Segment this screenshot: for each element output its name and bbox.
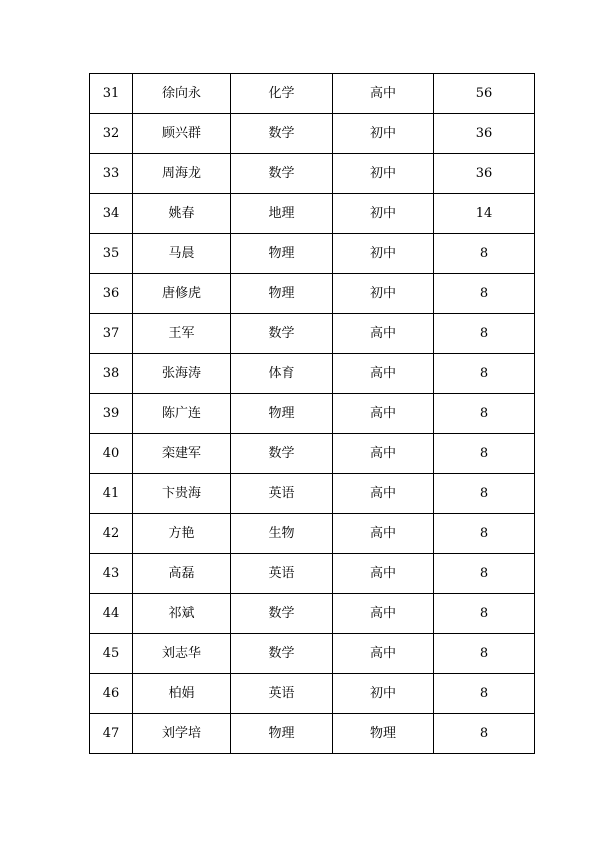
teacher-name-cell: 高磊 — [133, 554, 231, 594]
table-row — [90, 514, 535, 554]
school-level-cell: 初中 — [333, 234, 434, 274]
teacher-name-cell: 陈广连 — [133, 394, 231, 434]
row-index-cell: 45 — [90, 634, 133, 674]
teacher-name-cell: 唐修虎 — [133, 274, 231, 314]
table-row — [90, 394, 535, 434]
subject-cell: 数学 — [231, 594, 333, 634]
subject-cell: 数学 — [231, 634, 333, 674]
school-level-cell: 高中 — [333, 594, 434, 634]
subject-cell: 物理 — [231, 714, 333, 754]
school-level-cell: 初中 — [333, 194, 434, 234]
row-index-cell: 44 — [90, 594, 133, 634]
teacher-name-cell: 姚春 — [133, 194, 231, 234]
table-row — [90, 674, 535, 714]
subject-cell: 数学 — [231, 314, 333, 354]
subject-cell: 生物 — [231, 514, 333, 554]
subject-cell: 英语 — [231, 554, 333, 594]
school-level-cell: 初中 — [333, 674, 434, 714]
value-cell: 56 — [434, 74, 535, 114]
value-cell: 8 — [434, 634, 535, 674]
table-row — [90, 554, 535, 594]
table-row — [90, 74, 535, 114]
row-index-cell: 42 — [90, 514, 133, 554]
value-cell: 8 — [434, 474, 535, 514]
teacher-name-cell: 栾建军 — [133, 434, 231, 474]
table-row — [90, 434, 535, 474]
school-level-cell: 高中 — [333, 474, 434, 514]
value-cell: 8 — [434, 594, 535, 634]
table-row — [90, 354, 535, 394]
table-row — [90, 194, 535, 234]
teacher-name-cell: 刘志华 — [133, 634, 231, 674]
school-level-cell: 高中 — [333, 314, 434, 354]
value-cell: 8 — [434, 394, 535, 434]
table-row — [90, 594, 535, 634]
school-level-cell: 高中 — [333, 514, 434, 554]
value-cell: 14 — [434, 194, 535, 234]
subject-cell: 物理 — [231, 234, 333, 274]
row-index-cell: 38 — [90, 354, 133, 394]
row-index-cell: 40 — [90, 434, 133, 474]
row-index-cell: 34 — [90, 194, 133, 234]
table-row — [90, 114, 535, 154]
value-cell: 8 — [434, 274, 535, 314]
subject-cell: 数学 — [231, 434, 333, 474]
subject-cell: 数学 — [231, 114, 333, 154]
row-index-cell: 31 — [90, 74, 133, 114]
subject-cell: 化学 — [231, 74, 333, 114]
subject-cell: 英语 — [231, 474, 333, 514]
value-cell: 8 — [434, 714, 535, 754]
value-cell: 8 — [434, 234, 535, 274]
school-level-cell: 高中 — [333, 354, 434, 394]
row-index-cell: 32 — [90, 114, 133, 154]
teacher-name-cell: 卞贵海 — [133, 474, 231, 514]
teacher-name-cell: 祁斌 — [133, 594, 231, 634]
value-cell: 8 — [434, 554, 535, 594]
subject-cell: 体育 — [231, 354, 333, 394]
roster-table — [89, 73, 535, 754]
teacher-name-cell: 顾兴群 — [133, 114, 231, 154]
school-level-cell: 高中 — [333, 434, 434, 474]
school-level-cell: 高中 — [333, 554, 434, 594]
table-row — [90, 154, 535, 194]
subject-cell: 物理 — [231, 274, 333, 314]
school-level-cell: 高中 — [333, 394, 434, 434]
school-level-cell: 高中 — [333, 74, 434, 114]
value-cell: 8 — [434, 434, 535, 474]
table-row — [90, 274, 535, 314]
teacher-name-cell: 张海涛 — [133, 354, 231, 394]
value-cell: 8 — [434, 354, 535, 394]
table-row — [90, 634, 535, 674]
school-level-cell: 物理 — [333, 714, 434, 754]
row-index-cell: 36 — [90, 274, 133, 314]
table-row — [90, 234, 535, 274]
subject-cell: 地理 — [231, 194, 333, 234]
table-row — [90, 714, 535, 754]
value-cell: 8 — [434, 674, 535, 714]
school-level-cell: 初中 — [333, 274, 434, 314]
teacher-name-cell: 马晨 — [133, 234, 231, 274]
table-row — [90, 314, 535, 354]
value-cell: 8 — [434, 314, 535, 354]
teacher-name-cell: 方艳 — [133, 514, 231, 554]
teacher-name-cell: 周海龙 — [133, 154, 231, 194]
row-index-cell: 47 — [90, 714, 133, 754]
subject-cell: 物理 — [231, 394, 333, 434]
roster-table-body — [90, 74, 535, 754]
row-index-cell: 39 — [90, 394, 133, 434]
row-index-cell: 41 — [90, 474, 133, 514]
school-level-cell: 初中 — [333, 114, 434, 154]
school-level-cell: 初中 — [333, 154, 434, 194]
row-index-cell: 37 — [90, 314, 133, 354]
value-cell: 36 — [434, 154, 535, 194]
row-index-cell: 33 — [90, 154, 133, 194]
value-cell: 8 — [434, 514, 535, 554]
teacher-name-cell: 柏娟 — [133, 674, 231, 714]
table-row — [90, 474, 535, 514]
row-index-cell: 43 — [90, 554, 133, 594]
subject-cell: 数学 — [231, 154, 333, 194]
teacher-name-cell: 王军 — [133, 314, 231, 354]
row-index-cell: 35 — [90, 234, 133, 274]
row-index-cell: 46 — [90, 674, 133, 714]
subject-cell: 英语 — [231, 674, 333, 714]
teacher-name-cell: 刘学培 — [133, 714, 231, 754]
school-level-cell: 高中 — [333, 634, 434, 674]
value-cell: 36 — [434, 114, 535, 154]
teacher-name-cell: 徐向永 — [133, 74, 231, 114]
